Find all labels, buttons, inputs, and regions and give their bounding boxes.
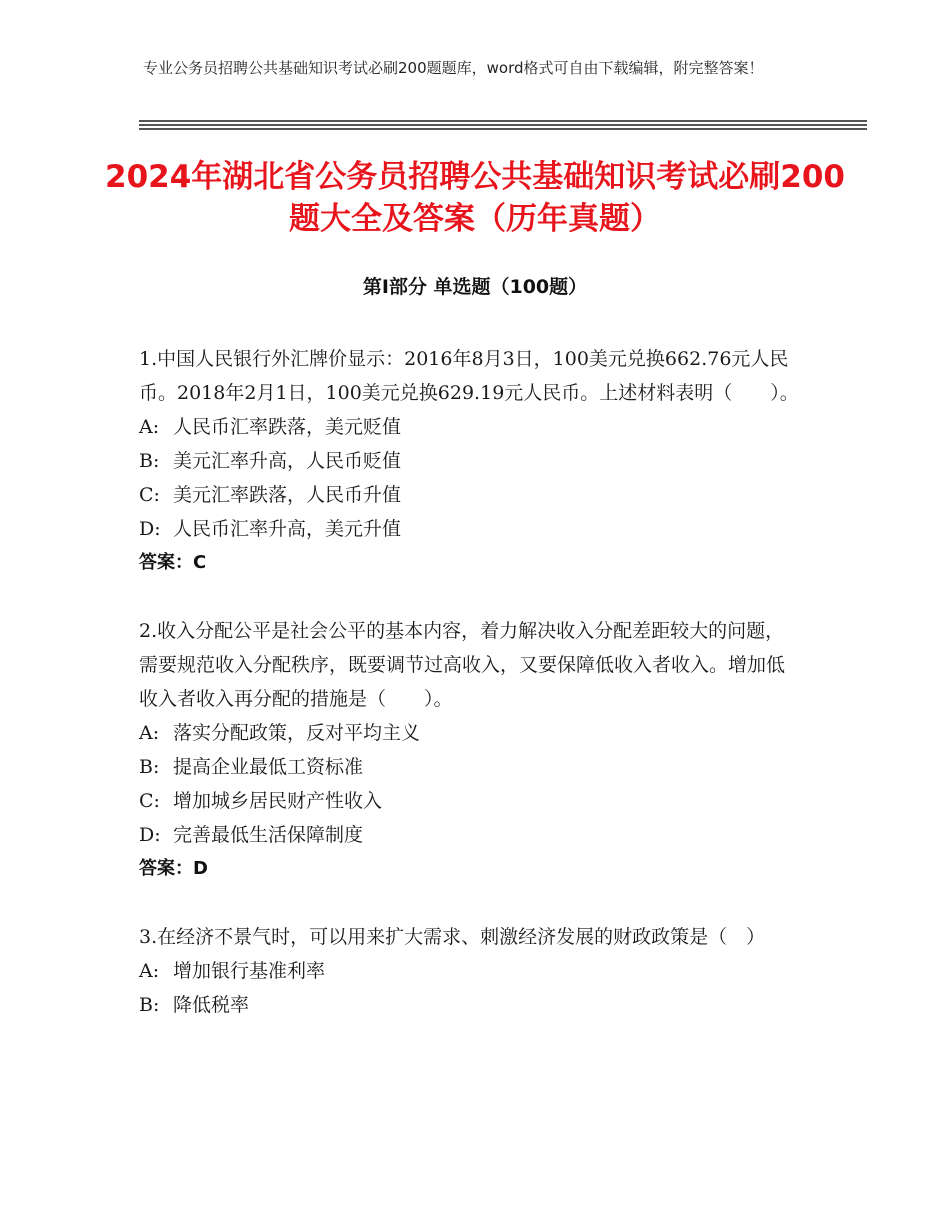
option-key: A: — [139, 722, 160, 744]
header-rule — [139, 120, 867, 132]
option-key: D: — [139, 824, 161, 846]
option-text: 人民币汇率跌落，美元贬值 — [173, 416, 402, 438]
option-key: A: — [139, 960, 160, 982]
option-text: 美元汇率升高，人民币贬值 — [173, 450, 402, 472]
option-text: 美元汇率跌落，人民币升值 — [173, 484, 402, 506]
option-a — [139, 410, 799, 444]
option-d — [139, 818, 799, 852]
header-rule-line — [139, 120, 867, 122]
option-key: C: — [139, 484, 160, 506]
option-key: A: — [139, 416, 160, 438]
header-rule-line — [139, 128, 867, 130]
option-text: 增加银行基准利率 — [173, 960, 326, 982]
question-stem: 2.收入分配公平是社会公平的基本内容，着力解决收入分配差距较大的问题，需要规范收入分配秩序，既要调节过高收入，又要保障低收入者收入。增加低收入者收入再分配的措施是（ ）。 — [139, 620, 786, 710]
option-key: C: — [139, 790, 160, 812]
question-1 — [139, 342, 799, 580]
question-stem: 3.在经济不景气时，可以用来扩大需求、刺激经济发展的财政政策是（ ） — [139, 926, 766, 948]
option-d — [139, 512, 799, 546]
option-text: 提高企业最低工资标准 — [173, 756, 364, 778]
option-a — [139, 954, 799, 988]
option-b — [139, 750, 799, 784]
option-text: 完善最低生活保障制度 — [173, 824, 364, 846]
option-c — [139, 478, 799, 512]
option-a — [139, 716, 799, 750]
option-key: B: — [139, 994, 160, 1016]
option-text: 降低税率 — [173, 994, 250, 1016]
option-text: 落实分配政策，反对平均主义 — [173, 722, 421, 744]
header-note: 专业公务员招聘公共基础知识考试必刷200题题库，word格式可自由下载编辑，附完整答案！ — [143, 59, 764, 77]
document-title: 2024年湖北省公务员招聘公共基础知识考试必刷200题大全及答案（历年真题） — [105, 159, 845, 237]
option-b — [139, 444, 799, 478]
question-list — [139, 342, 799, 1056]
question-2 — [139, 614, 799, 886]
option-text: 人民币汇率升高，美元升值 — [173, 518, 402, 540]
question-3 — [139, 920, 799, 1022]
header-rule-line — [139, 124, 867, 126]
option-text: 增加城乡居民财产性收入 — [173, 790, 383, 812]
option-b — [139, 988, 799, 1022]
answer-label: 答案：D — [139, 858, 208, 879]
section-heading: 第Ⅰ部分 单选题（100题） — [362, 276, 588, 298]
option-key: D: — [139, 518, 161, 540]
answer-label: 答案：C — [139, 552, 207, 573]
option-c — [139, 784, 799, 818]
option-key: B: — [139, 756, 160, 778]
option-key: B: — [139, 450, 160, 472]
question-stem: 1.中国人民银行外汇牌价显示：2016年8月3日，100美元兑换662.76元人民币。2018年2月1日，100美元兑换629.19元人民币。上述材料表明（ ）。 — [139, 348, 799, 404]
